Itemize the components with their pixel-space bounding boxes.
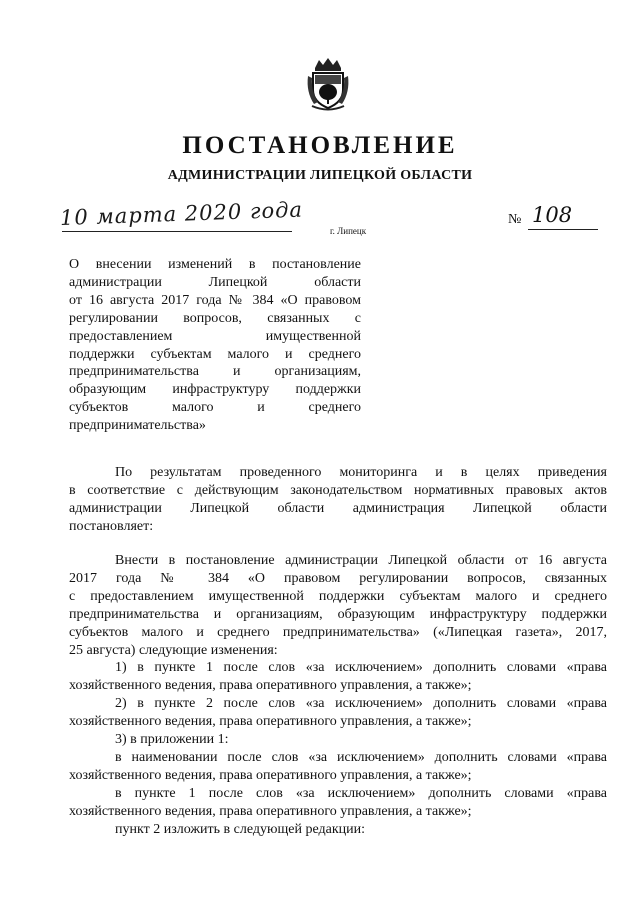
handwritten-number: 108 xyxy=(532,203,573,227)
text-line: хозяйственного ведения, права оперативного управления, а также»; xyxy=(69,678,472,694)
text-line: предпринимательства и организациям, образующим инфраструктуру поддержки xyxy=(69,606,607,622)
text-line: 25 августа) следующие изменения: xyxy=(69,642,278,658)
subject-heading xyxy=(69,256,361,435)
text-line: хозяйственного ведения, права оперативного управления, а также»; xyxy=(69,803,472,819)
text-line: в пункте 1 после слов «за исключением» дополнить словами «права xyxy=(115,785,607,801)
subject-line: предоставлением имущественной xyxy=(69,328,361,344)
subject-line: регулировании вопросов, связанных с xyxy=(69,310,361,326)
text-line: администрации Липецкой области администрация Липецкой области xyxy=(69,500,607,516)
text-line: 3) в приложении 1: xyxy=(115,732,229,748)
subject-line: О внесении изменений в постановление xyxy=(69,257,361,272)
text-line: хозяйственного ведения, права оперативного управления, а также»; xyxy=(69,714,472,730)
subject-line: поддержки субъектам малого и среднего xyxy=(69,346,361,362)
number-underline xyxy=(528,229,598,230)
text-line: в наименовании после слов «за исключением» дополнить словами «права xyxy=(115,749,607,765)
subject-line: администрации Липецкой области xyxy=(69,274,361,290)
text-line: субъектов малого и среднего предпринимательства» («Липецкая газета», 2017, xyxy=(69,624,607,640)
text-line: 2017 года № 384 «О правовом регулировании вопросов, связанных xyxy=(69,570,607,586)
subject-line: предпринимательства и организациям, xyxy=(69,364,361,380)
text-line: с предоставлением имущественной поддержки субъектам малого и среднего xyxy=(69,588,607,604)
text-line: 1) в пункте 1 после слов «за исключением» дополнить словами «права xyxy=(115,660,607,676)
subject-line: от 16 августа 2017 года № 384 «О правовом xyxy=(69,292,361,308)
text-line: По результатам проведенного мониторинга и в целях приведения xyxy=(115,465,607,480)
coat-of-arms-icon xyxy=(306,56,350,112)
text-line: Внести в постановление администрации Липецкой области от 16 августа xyxy=(115,553,607,568)
document-title: ПОСТАНОВЛЕНИЕ xyxy=(182,132,458,159)
text-line: 2) в пункте 2 после слов «за исключением» дополнить словами «права xyxy=(115,696,607,712)
subject-line: субъектов малого и среднего xyxy=(69,400,361,416)
date-underline xyxy=(62,231,292,232)
city-label: г. Липецк xyxy=(330,226,367,236)
issuing-authority: АДМИНИСТРАЦИИ ЛИПЕЦКОЙ ОБЛАСТИ xyxy=(167,168,473,183)
subject-line: предпринимательства» xyxy=(69,418,206,434)
text-line: пункт 2 изложить в следующей редакции: xyxy=(115,821,365,837)
text-line: в соответствие с действующим законодательством нормативных правовых актов xyxy=(69,482,607,498)
subject-line: образующим инфраструктуру поддержки xyxy=(69,382,361,398)
preamble-paragraph xyxy=(69,464,607,536)
number-label: № xyxy=(508,212,522,227)
text-line: хозяйственного ведения, права оперативного управления, а также»; xyxy=(69,767,472,783)
handwritten-date: 10 марта 2020 года xyxy=(59,197,304,230)
text-line: постановляет: xyxy=(69,518,154,534)
resolution-body xyxy=(69,552,607,839)
